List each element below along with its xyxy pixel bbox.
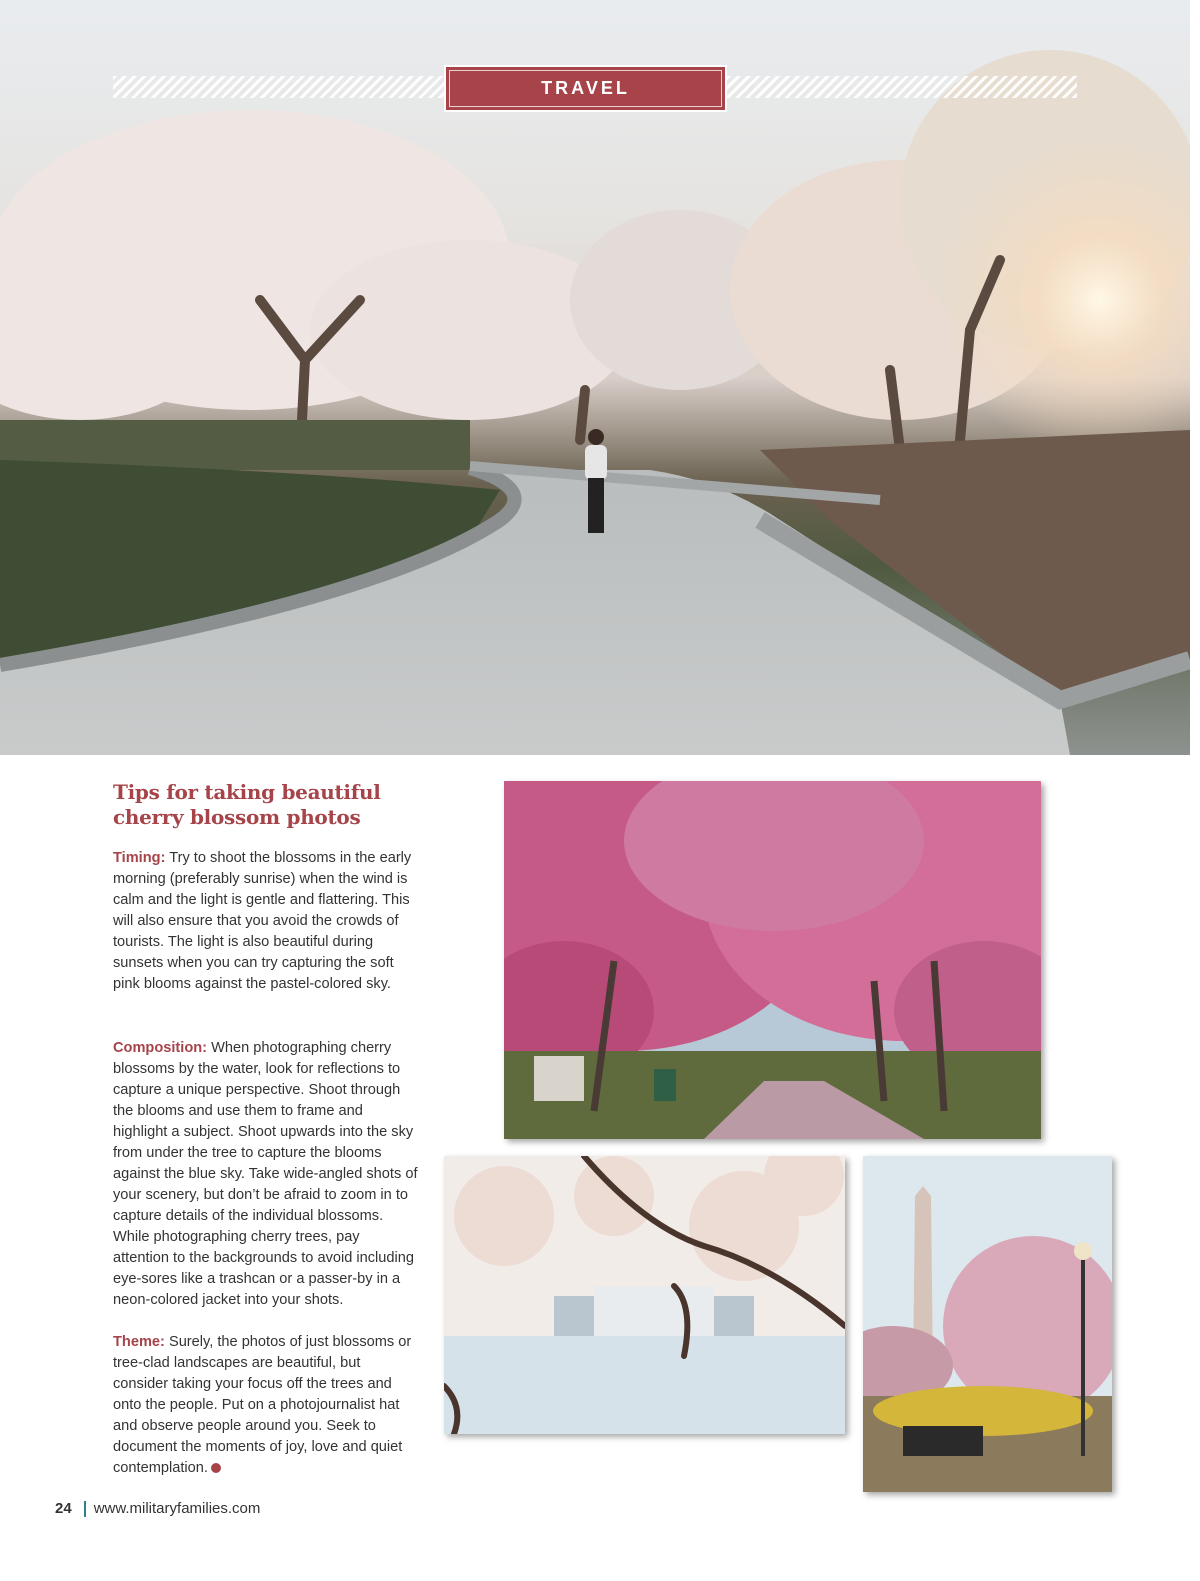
article-title: Tips for taking beautiful cherry blossom photos xyxy=(113,780,381,829)
hero-photo xyxy=(0,0,1190,755)
hero-cherry-path-image xyxy=(0,0,1190,755)
tip-theme xyxy=(113,1332,418,1479)
tip-composition-text: When photographing cherry blossoms by the water, look for reflections to capture a unique perspective. Shoot through the blooms and use them to frame and highlight a subject. Shoot upwards into the sky from under the tree to capture the blooms against the blue sky. Take wide-angled shots of your scenery, but don’t be afraid to zoom in to capture details of the individual blossoms. While photographing cherry trees, pay attention to the backgrounds to avoid including eye-sores like a trashcan or a passer-by in a neon-colored jacket into your shots. xyxy=(113,1040,418,1308)
tip-composition-lead: Composition: xyxy=(113,1040,208,1056)
photo-monument-with-blossoms xyxy=(863,1156,1112,1492)
tip-timing-lead: Timing: xyxy=(113,850,166,866)
photo-pink-blossom-avenue xyxy=(504,781,1041,1139)
decorative-stripes-right xyxy=(727,76,1077,98)
tip-theme-lead: Theme: xyxy=(113,1334,165,1350)
tip-composition xyxy=(113,1038,418,1311)
tip-timing xyxy=(113,848,418,995)
footer-separator xyxy=(84,1501,86,1517)
photo-blossoms-over-water xyxy=(444,1156,845,1434)
tip-theme-text: Surely, the photos of just blossoms or tree-clad landscapes are beautiful, but consider taking your focus off the trees and onto the people. Put on a photojournalist hat and observe people around you. Seek to document the moments of joy, love and quiet contemplation. xyxy=(113,1334,412,1476)
end-of-article-dot-icon xyxy=(211,1463,221,1473)
tip-timing-text: Try to shoot the blossoms in the early morning (preferably sunrise) when the wind is calm and the light is gentle and flattering. This will also ensure that you avoid the crowds of tourists. The light is also beautiful during sunsets when you can try capturing the soft pink blooms against the pastel-colored sky. xyxy=(113,850,412,992)
page-number: 24 xyxy=(55,1500,72,1517)
section-tag: TRAVEL xyxy=(444,65,727,112)
footer-website-link[interactable]: www.militaryfamilies.com xyxy=(93,1500,261,1517)
page-footer xyxy=(55,1500,260,1517)
decorative-stripes-left xyxy=(113,76,445,98)
